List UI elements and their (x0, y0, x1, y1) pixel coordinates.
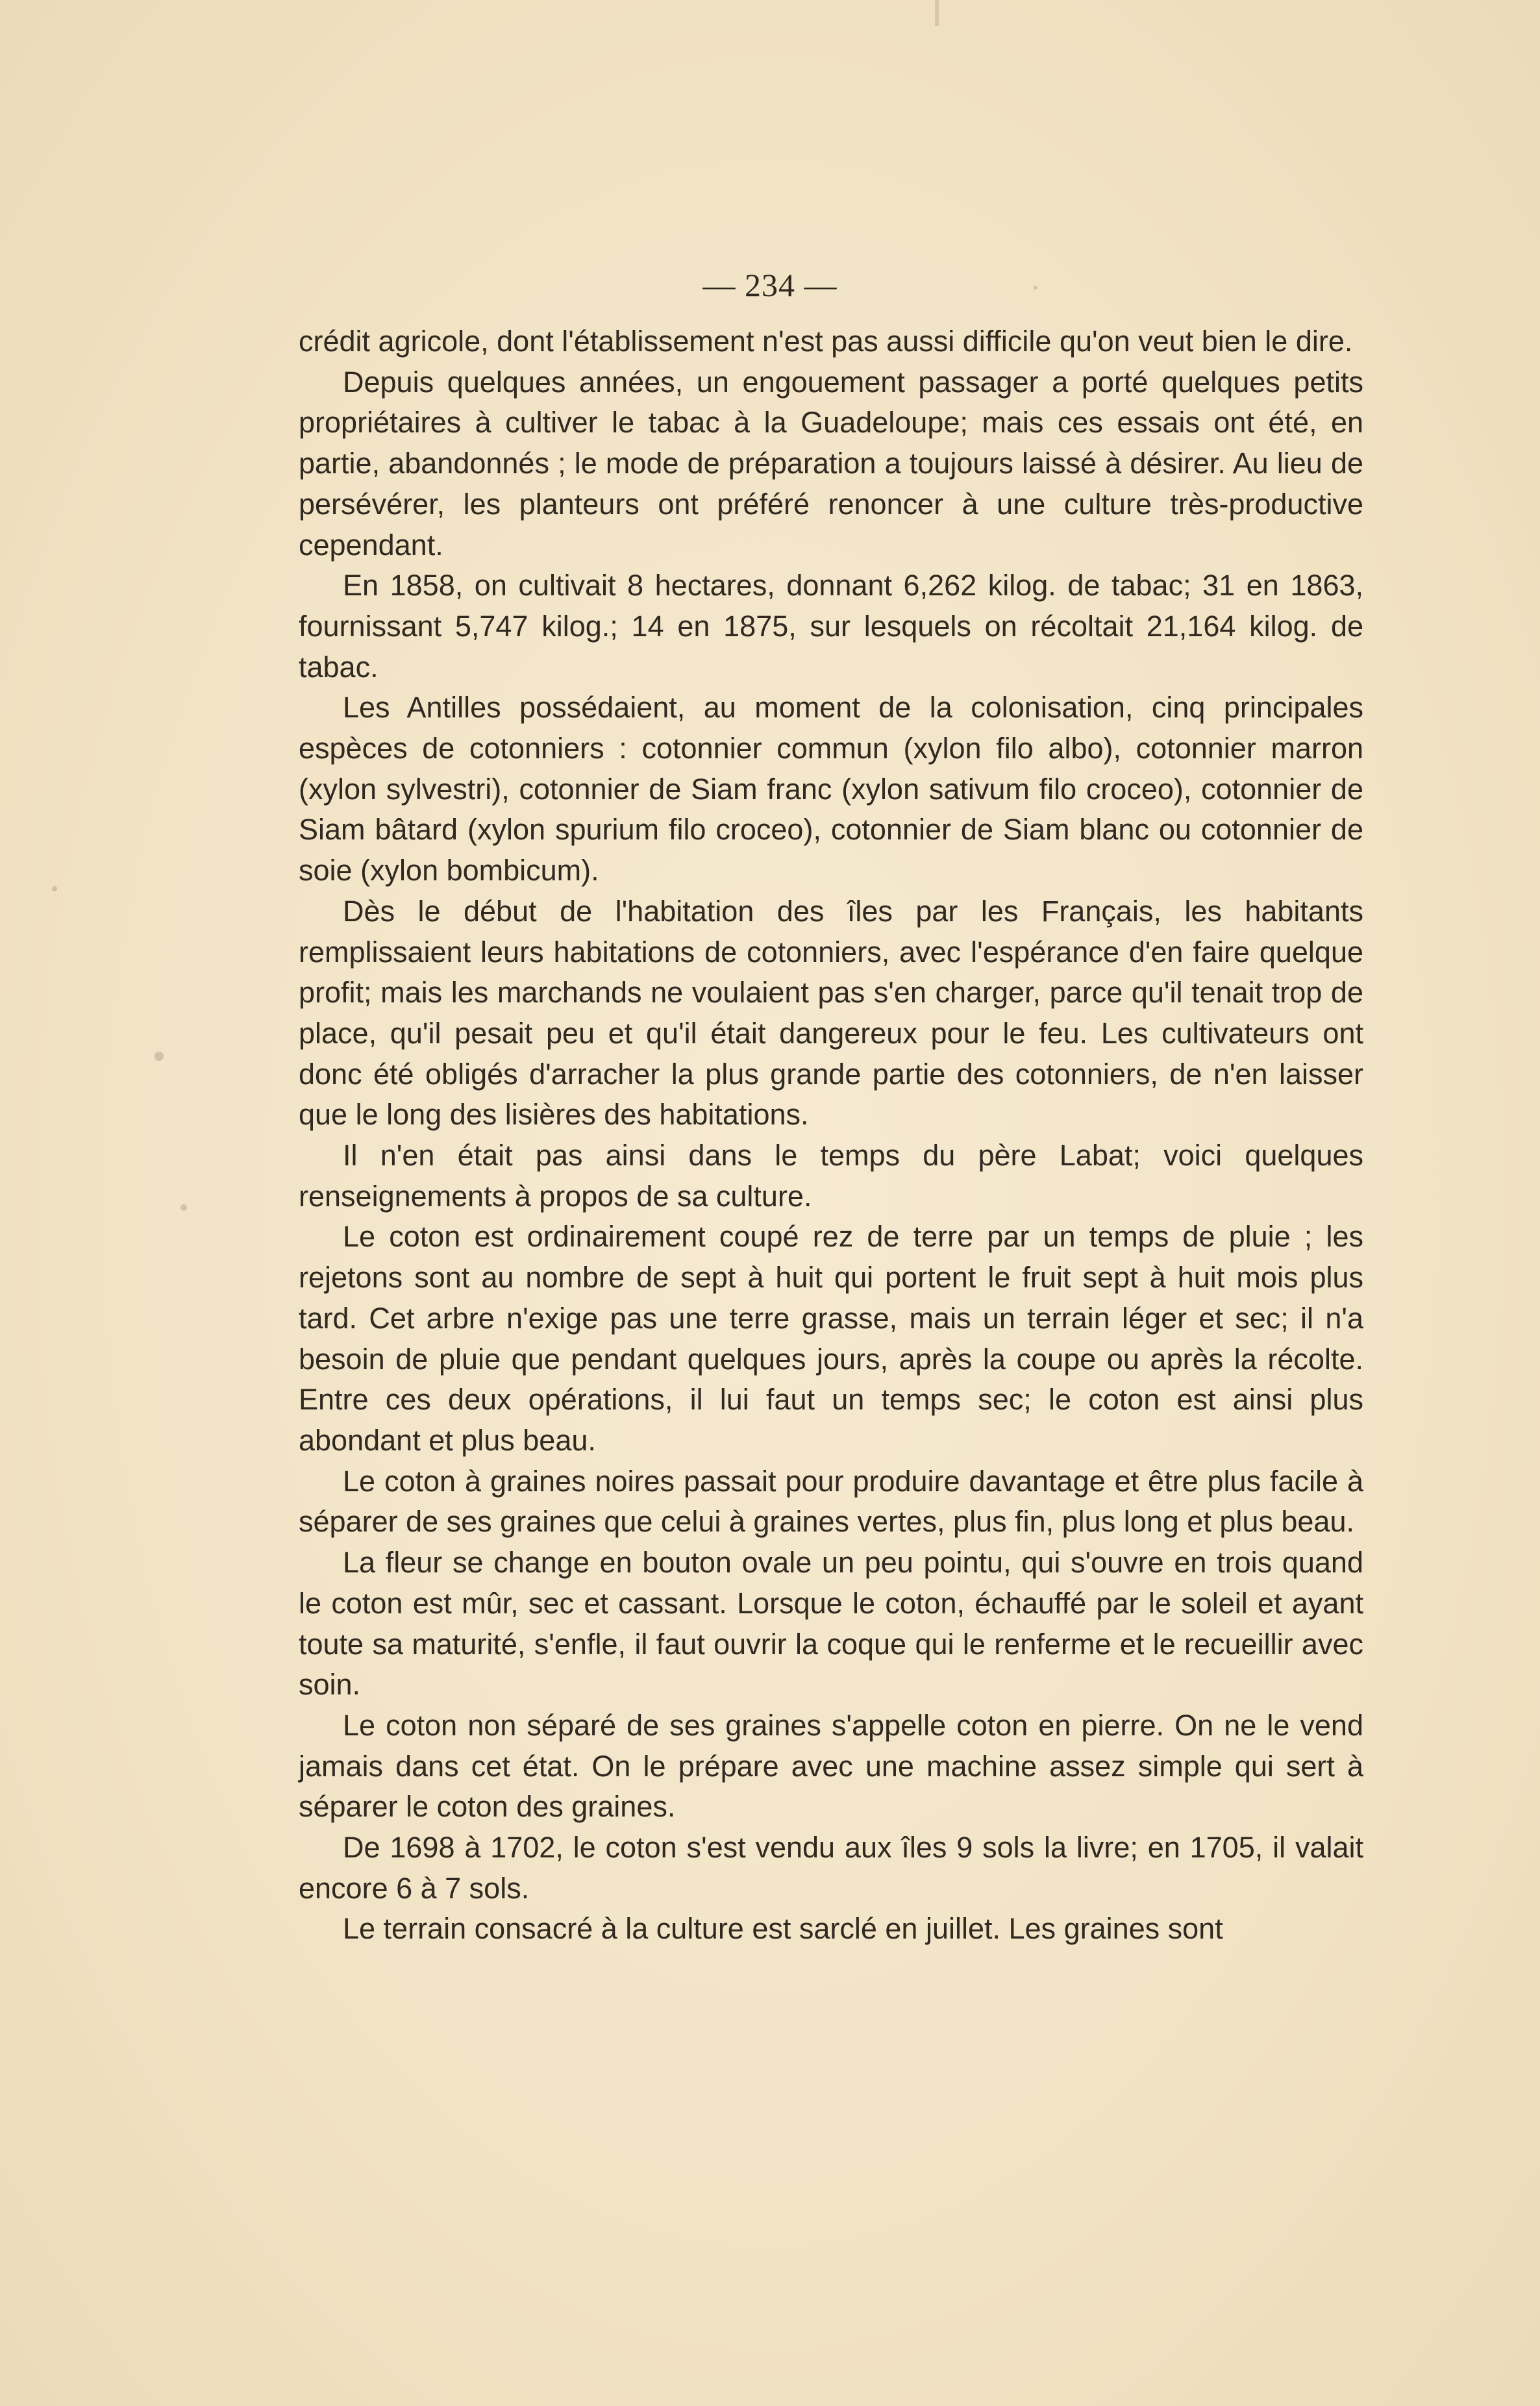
paragraph: Il n'en était pas ainsi dans le temps du père Labat; voici quelques renseignements à propos de sa culture. (299, 1139, 1363, 1213)
page-number: — 234 — (702, 267, 838, 303)
paragraph: En 1858, on cultivait 8 hectares, donnant 6,262 kilog. de tabac; 31 en 1863, fournissant 5,747 kilog.; 14 en 1875, sur lesquels on récoltait 21,164 kilog. de tabac. (299, 569, 1363, 684)
paragraph: Depuis quelques années, un engouement passager a porté quelques petits propriétaires à cultiver le tabac à la Guadeloupe; mais ces essais ont été, en partie, abandonnés ; le mode de préparation a toujours laissé à désirer. Au lieu de persévérer, les planteurs ont préféré renoncer à une culture très-productive cependant. (299, 365, 1363, 562)
paragraph: Les Antilles possédaient, au moment de la colonisation, cinq principales espèces de cotonniers : cotonnier commun (xylon filo albo), cotonnier marron (xylon sylvestri), cotonnier de Siam franc (xylon sativum filo croceo), cotonnier de Siam bâtard (xylon spurium filo croceo), cotonnier de Siam blanc ou cotonnier de soie (xylon bombicum). (299, 691, 1363, 887)
paragraph: crédit agricole, dont l'établissement n'est pas aussi difficile qu'on veut bien le dire. (299, 325, 1353, 358)
paper-speck (180, 1204, 187, 1211)
paragraph: De 1698 à 1702, le coton s'est vendu aux îles 9 sols la livre; en 1705, il valait encore 6 à 7 sols. (299, 1831, 1363, 1905)
body-text (299, 321, 1363, 1950)
paragraph: Le coton est ordinairement coupé rez de terre par un temps de pluie ; les rejetons sont au nombre de sept à huit qui portent le fruit sept à huit mois plus tard. Cet arbre n'exige pas une terre grasse, mais un terrain léger et sec; il n'a besoin de pluie que pendant quelques jours, après la coupe ou après la récolte. Entre ces deux opérations, il lui faut un temps sec; le coton est ainsi plus abondant et plus beau. (299, 1220, 1363, 1457)
paragraph: Le terrain consacré à la culture est sarclé en juillet. Les graines sont (343, 1912, 1223, 1946)
paragraph: Le coton non séparé de ses graines s'appelle coton en pierre. On ne le vend jamais dans cet état. On le prépare avec une machine assez simple qui sert à séparer le coton des graines. (299, 1708, 1363, 1824)
binding-mark (935, 0, 939, 26)
paragraph: Dès le début de l'habitation des îles par les Français, les habitants remplissaient leurs habitations de cotonniers, avec l'espérance d'en faire quelque profit; mais les marchands ne voulaient pas s'en charger, parce qu'il tenait trop de place, qu'il pesait peu et qu'il était dangereux pour le feu. Les cultivateurs ont donc été obligés d'arracher la plus grande partie des cotonniers, de n'en laisser que le long des lisières des habitations. (299, 894, 1363, 1132)
paragraph: Le coton à graines noires passait pour produire davantage et être plus facile à séparer de ses graines que celui à graines vertes, plus fin, plus long et plus beau. (299, 1464, 1363, 1539)
paper-speck (1034, 286, 1037, 290)
paragraph: La fleur se change en bouton ovale un peu pointu, qui s'ouvre en trois quand le coton est mûr, sec et cassant. Lorsque le coton, échauffé par le soleil et ayant toute sa maturité, s'enfle, il faut ouvrir la coque qui le renferme et le recueillir avec soin. (299, 1546, 1363, 1702)
paper-speck (52, 886, 57, 891)
paper-speck (155, 1052, 164, 1061)
